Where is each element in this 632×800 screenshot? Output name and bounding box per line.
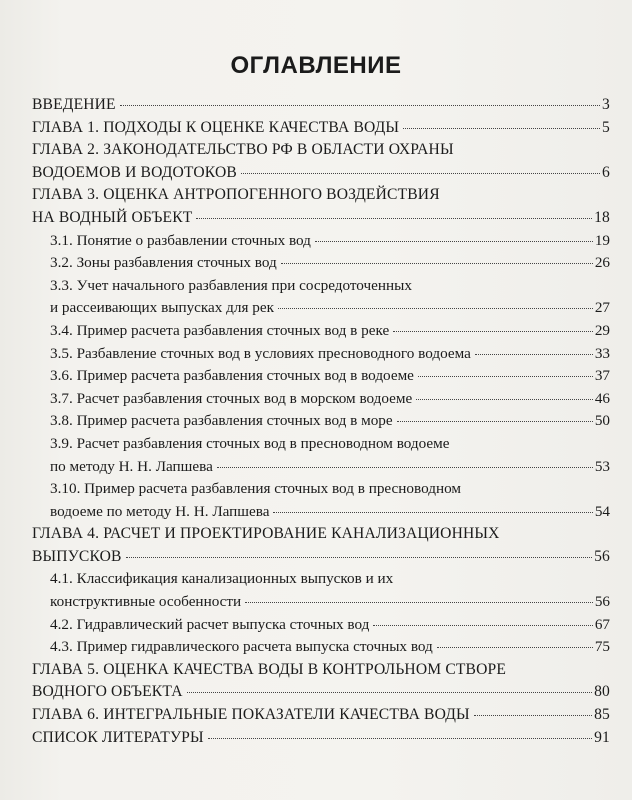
- toc-page-number: 5: [602, 118, 610, 136]
- toc-page-number: 91: [594, 728, 610, 746]
- toc-entry: [0, 119, 632, 142]
- toc-entry-title: 3.1. Понятие о разбавлении сточных вод: [50, 231, 311, 249]
- toc-entry-title-line: 4.1. Классификация канализационных выпусков и их: [50, 570, 394, 588]
- dot-leader: [278, 308, 593, 309]
- toc-page-number: 46: [594, 389, 610, 407]
- toc-page-number: 26: [594, 254, 610, 272]
- dot-leader: [281, 263, 593, 264]
- toc-page-number: 37: [594, 367, 610, 385]
- dot-leader: [474, 715, 592, 716]
- toc-entry-title: СПИСОК ЛИТЕРАТУРЫ: [32, 728, 204, 746]
- dot-leader: [416, 399, 593, 400]
- dot-leader: [393, 331, 593, 332]
- dot-leader: [120, 105, 600, 106]
- toc-page-number: 67: [594, 615, 610, 633]
- dot-leader: [373, 625, 592, 626]
- toc-page-number: 33: [594, 344, 610, 362]
- toc-entry-title: ВЫПУСКОВ: [32, 547, 122, 565]
- toc-entry: [0, 322, 632, 345]
- dot-leader: [196, 218, 592, 219]
- toc-entry-title: 3.2. Зоны разбавления сточных вод: [50, 254, 277, 272]
- dot-leader: [437, 647, 593, 648]
- toc-entry-title-line: ГЛАВА 3. ОЦЕНКА АНТРОПОГЕННОГО ВОЗДЕЙСТВИЯ: [32, 186, 440, 204]
- dot-leader: [208, 738, 592, 739]
- toc-page-number: 75: [594, 638, 610, 656]
- toc-page-number: 56: [594, 593, 610, 611]
- toc-entry-title-line: 3.3. Учет начального разбавления при сосредоточенных: [50, 276, 412, 294]
- toc-entry: [0, 390, 632, 413]
- toc-entry: [0, 525, 632, 570]
- toc-entry-title: ГЛАВА 6. ИНТЕГРАЛЬНЫЕ ПОКАЗАТЕЛИ КАЧЕСТВА ВОДЫ: [32, 706, 470, 724]
- toc-entry: [0, 480, 632, 525]
- toc-entry: [0, 367, 632, 390]
- page-title: ОГЛАВЛЕНИЕ: [230, 52, 402, 79]
- toc-entry-title: 3.8. Пример расчета разбавления сточных вод в море: [50, 412, 393, 430]
- toc-entry: [0, 661, 632, 706]
- toc-page-number: 85: [594, 706, 610, 724]
- dot-leader: [241, 173, 600, 174]
- toc-page-number: 54: [594, 502, 610, 520]
- dot-leader: [475, 354, 593, 355]
- toc-page-number: 6: [602, 163, 610, 181]
- toc-entry-title-line: ГЛАВА 2. ЗАКОНОДАТЕЛЬСТВО РФ В ОБЛАСТИ ОХРАНЫ: [32, 141, 454, 159]
- toc-entry-title: 3.7. Расчет разбавления сточных вод в морском водоеме: [50, 389, 413, 407]
- toc-entry-title-line: ГЛАВА 4. РАСЧЕТ И ПРОЕКТИРОВАНИЕ КАНАЛИЗАЦИОННЫХ: [32, 525, 500, 543]
- toc-entry-title-line: 3.10. Пример расчета разбавления сточных вод в пресноводном: [50, 480, 461, 498]
- toc-page-number: 19: [594, 231, 610, 249]
- toc-page-number: 53: [594, 457, 610, 475]
- toc-entry-title: по методу Н. Н. Лапшева: [50, 457, 213, 475]
- toc-entry-title: 4.3. Пример гидравлического расчета выпуска сточных вод: [50, 638, 433, 656]
- toc-entry: [0, 96, 632, 119]
- toc-entry: [0, 254, 632, 277]
- toc-entry-title: ВВЕДЕНИЕ: [32, 96, 116, 113]
- toc-entry: [0, 277, 632, 322]
- toc-entry: [0, 412, 632, 435]
- toc-page-number: 29: [594, 321, 610, 339]
- toc-entry-title: ВОДОЕМОВ И ВОДОТОКОВ: [32, 163, 237, 181]
- toc-entry: [0, 638, 632, 661]
- toc-entry-title: 4.2. Гидравлический расчет выпуска сточных вод: [50, 615, 370, 633]
- toc-entry: [0, 345, 632, 368]
- toc-entry: [0, 186, 632, 231]
- toc-page-number: 18: [594, 208, 610, 226]
- toc-entry-title: и рассеивающих выпусках для рек: [50, 299, 274, 317]
- table-of-contents: [0, 96, 632, 751]
- toc-entry-title-line: 3.9. Расчет разбавления сточных вод в пресноводном водоеме: [50, 434, 450, 452]
- toc-entry-title: 3.4. Пример расчета разбавления сточных вод в реке: [50, 321, 390, 339]
- toc-entry: [0, 729, 632, 752]
- toc-entry: [0, 706, 632, 729]
- dot-leader: [418, 376, 593, 377]
- dot-leader: [403, 128, 600, 129]
- dot-leader: [217, 467, 593, 468]
- toc-entry-title-line: ГЛАВА 5. ОЦЕНКА КАЧЕСТВА ВОДЫ В КОНТРОЛЬНОМ СТВОРЕ: [32, 660, 507, 678]
- toc-entry-title: конструктивные особенности: [50, 593, 242, 611]
- toc-page-number: 56: [594, 547, 610, 565]
- toc-entry: [0, 232, 632, 255]
- toc-page-number: 27: [594, 299, 610, 317]
- toc-entry-title: ГЛАВА 1. ПОДХОДЫ К ОЦЕНКЕ КАЧЕСТВА ВОДЫ: [32, 118, 400, 136]
- toc-entry-title: водоеме по методу Н. Н. Лапшева: [50, 502, 270, 520]
- toc-entry: [0, 570, 632, 615]
- toc-entry: [0, 141, 632, 186]
- toc-entry-title: НА ВОДНЫЙ ОБЪЕКТ: [32, 208, 193, 226]
- toc-entry-title: ВОДНОГО ОБЪЕКТА: [32, 683, 183, 701]
- dot-leader: [315, 241, 593, 242]
- dot-leader: [273, 512, 592, 513]
- dot-leader: [187, 692, 592, 693]
- dot-leader: [245, 602, 593, 603]
- toc-page-number: 3: [602, 96, 610, 113]
- toc-page-number: 80: [594, 683, 610, 701]
- toc-page-number: 50: [594, 412, 610, 430]
- toc-entry: [0, 616, 632, 639]
- dot-leader: [126, 557, 593, 558]
- toc-entry-title: 3.6. Пример расчета разбавления сточных вод в водоеме: [50, 367, 414, 385]
- toc-entry: [0, 435, 632, 480]
- toc-entry-title: 3.5. Разбавление сточных вод в условиях пресноводного водоема: [50, 344, 471, 362]
- dot-leader: [397, 421, 593, 422]
